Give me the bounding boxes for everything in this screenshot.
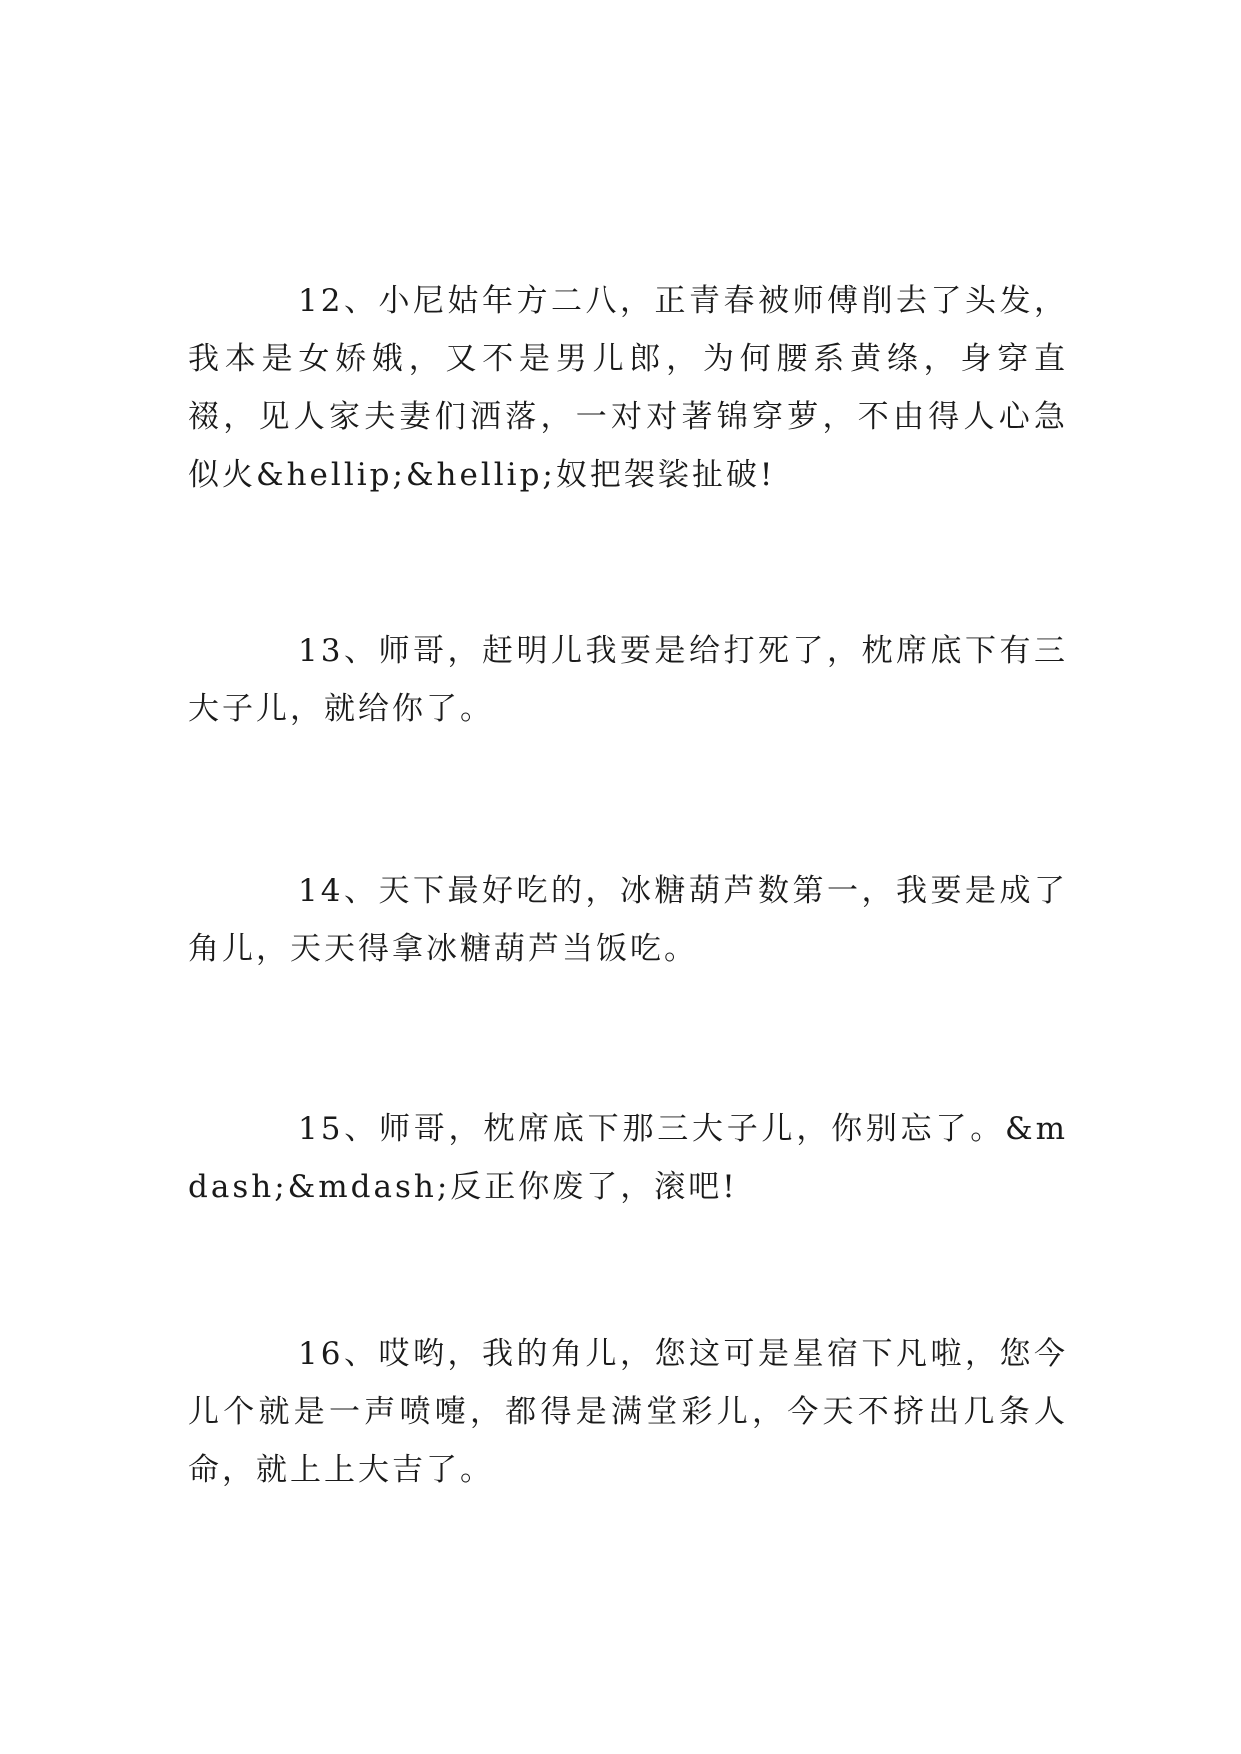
paragraph-16: 16、哎哟，我的角儿，您这可是星宿下凡啦，您今儿个就是一声喷嚏，都得是满堂彩儿，今天不挤出几条人命，就上上大吉了。 [188,1336,1068,1488]
paragraph-15: 15、师哥，枕席底下那三大子儿，你别忘了。&mdash;&mdash;反正你废了，滚吧! [188,1111,1068,1205]
paragraph-12: 12、小尼姑年方二八，正青春被师傅削去了头发，我本是女娇娥，又不是男儿郎，为何腰系黄绦，身穿直裰，见人家夫妻们洒落，一对对著锦穿萝，不由得人心急似火&hellip;&hellip;奴把袈裟扯破! [188,283,1068,493]
paragraph-13: 13、师哥，赶明儿我要是给打死了，枕席底下有三大子儿，就给你了。 [188,633,1068,727]
paragraph-14: 14、天下最好吃的，冰糖葫芦数第一，我要是成了角儿，天天得拿冰糖葫芦当饭吃。 [188,873,1068,967]
